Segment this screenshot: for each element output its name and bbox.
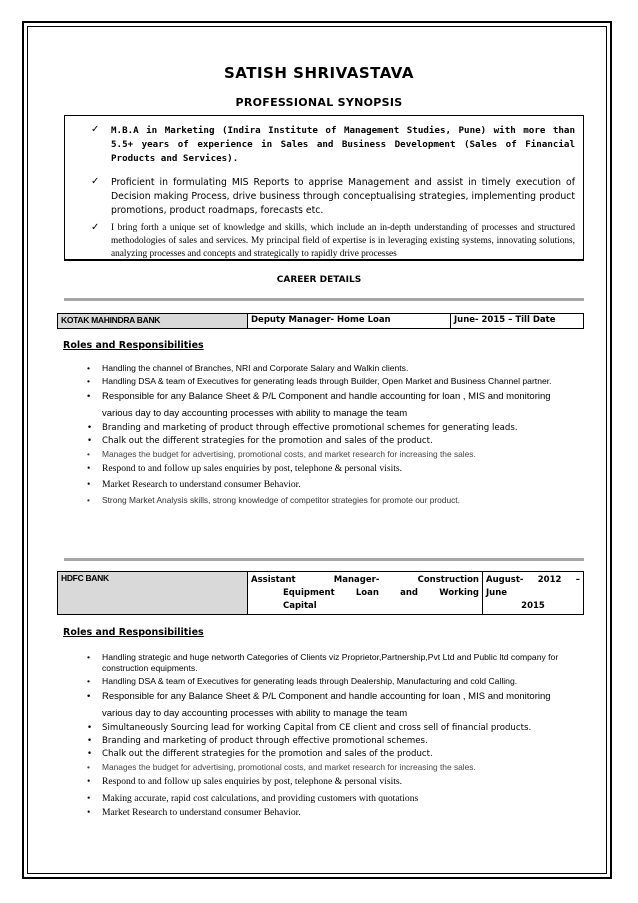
bullet-icon: • <box>87 391 91 402</box>
synopsis-heading: PROFESSIONAL SYNOPSIS <box>235 96 403 109</box>
synopsis-text: I bring forth a unique set of knowledge and skills, which include an in-depth understanding of processes and structured methodologies of sales and services. My principal field of expertise is in leveraging existing systems, innovating solutions, analyzing processes and concepts and strategically to rapidly drive processes <box>111 223 575 259</box>
section-divider <box>64 558 584 561</box>
section-divider <box>64 298 584 301</box>
list-item: • Branding and marketing of product through effective promotional schemes for generating leads. <box>87 423 518 433</box>
list-item: • Making accurate, rapid cost calculations, and providing customers with quotations <box>87 793 419 804</box>
roles-heading: Roles and Responsibilities <box>63 627 204 638</box>
list-item: • Handling the channel of Branches, NRI and Corporate Salary and Walkin clients. <box>87 363 409 373</box>
list-item: • Handling DSA & team of Executives for generating leads through Dealership, Manufacturing and cold Calling. <box>87 676 518 686</box>
list-item: • Chalk out the different strategies for the promotion and sales of the product. <box>87 749 433 759</box>
bullet-icon: • <box>87 479 91 490</box>
bullet-icon: • <box>87 749 93 759</box>
company-name: KOTAK MAHINDRA BANK <box>58 314 248 329</box>
checkmark-icon: ✓ <box>91 124 100 135</box>
job-role: Deputy Manager- Home Loan <box>248 314 451 329</box>
roles-heading: Roles and Responsibilities <box>63 340 204 351</box>
job-dates: June- 2015 – Till Date <box>451 314 584 329</box>
list-item: • Responsible for any Balance Sheet & P/L Component and handle accounting for loan , MIS and monitoring various day to day accounting processes with ability to manage the team <box>64 388 578 422</box>
bullet-icon: • <box>87 807 91 818</box>
bullet-icon: • <box>87 449 90 459</box>
bullet-icon: • <box>87 793 91 804</box>
bullet-icon: • <box>87 762 90 772</box>
bullet-icon: • <box>87 676 91 686</box>
list-item: • Respond to and follow up sales enquiries by post, telephone & personal visits. <box>87 776 403 787</box>
synopsis-box <box>64 115 584 261</box>
bullet-icon: • <box>87 776 91 787</box>
responsibility-list-hdfc <box>64 652 578 819</box>
responsibility-list-kotak <box>64 363 578 508</box>
list-item: • Chalk out the different strategies for the promotion and sales of the product. <box>87 436 433 446</box>
list-item: • Respond to and follow up sales enquiries by post, telephone & personal visits. <box>87 463 403 474</box>
list-item: • Branding and marketing of product through effective promotional schemes. <box>87 736 428 746</box>
list-item: • Handling strategic and huge networth Categories of Clients viz Proprietor,Partnership,Pvt Ltd and Public ltd company for construction equipments. <box>87 652 559 673</box>
job-header-hdfc <box>57 571 584 615</box>
checkmark-icon: ✓ <box>91 176 100 187</box>
checkmark-icon: ✓ <box>91 222 100 233</box>
list-item: • Market Research to understand consumer Behavior. <box>87 807 301 818</box>
bullet-icon: • <box>87 736 93 746</box>
list-item: • Responsible for any Balance Sheet & P/L Component and handle accounting for loan , MIS and monitoring various day to day accounting processes with ability to manage the team <box>64 688 578 722</box>
job-role: Assistant Manager- Construction Equipment Loan and Working Capital <box>248 572 483 615</box>
company-name: HDFC BANK <box>58 572 248 615</box>
synopsis-text: M.B.A in Marketing (Indira Institute of Management Studies, Pune) with more than 5.5+ years of experience in Sales and Business Development (Sales of Financial Products and Services). <box>111 125 575 164</box>
bullet-icon: • <box>87 376 91 386</box>
synopsis-item <box>65 176 583 218</box>
career-details-heading: CAREER DETAILS <box>276 275 362 285</box>
bullet-icon: • <box>87 463 91 474</box>
job-header-kotak <box>57 313 584 329</box>
bullet-icon: • <box>87 423 93 433</box>
bullet-icon: • <box>87 723 93 733</box>
bullet-icon: • <box>87 363 91 373</box>
synopsis-item <box>65 222 583 261</box>
bullet-icon: • <box>87 436 93 446</box>
synopsis-item <box>65 124 583 166</box>
list-item: • Handling DSA & team of Executives for generating leads through Builder, Open Market and Business Channel partner. <box>87 376 552 386</box>
candidate-name: SATISH SHRIVASTAVA <box>224 64 414 82</box>
synopsis-text: Proficient in formulating MIS Reports to apprise Management and assist in timely execution of Decision making Process, drive business through conceptualising strategies, implementing product promotions, product roadmaps, forecasts etc. <box>111 177 575 216</box>
bullet-icon: • <box>87 691 91 702</box>
bullet-icon: • <box>87 652 91 662</box>
list-item: • Market Research to understand consumer Behavior. <box>87 479 301 490</box>
list-item: • Strong Market Analysis skills, strong knowledge of competitor strategies for promote our product. <box>64 493 578 508</box>
list-item: • Manages the budget for advertising, promotional costs, and market research for increasing the sales. <box>87 762 476 772</box>
bullet-icon: • <box>87 495 90 505</box>
list-item: • Manages the budget for advertising, promotional costs, and market research for increasing the sales. <box>87 449 476 459</box>
job-dates: August- 2012 – June 2015 <box>483 572 584 615</box>
list-item: • Simultaneously Sourcing lead for working Capital from CE client and cross sell of financial products. <box>87 723 532 733</box>
